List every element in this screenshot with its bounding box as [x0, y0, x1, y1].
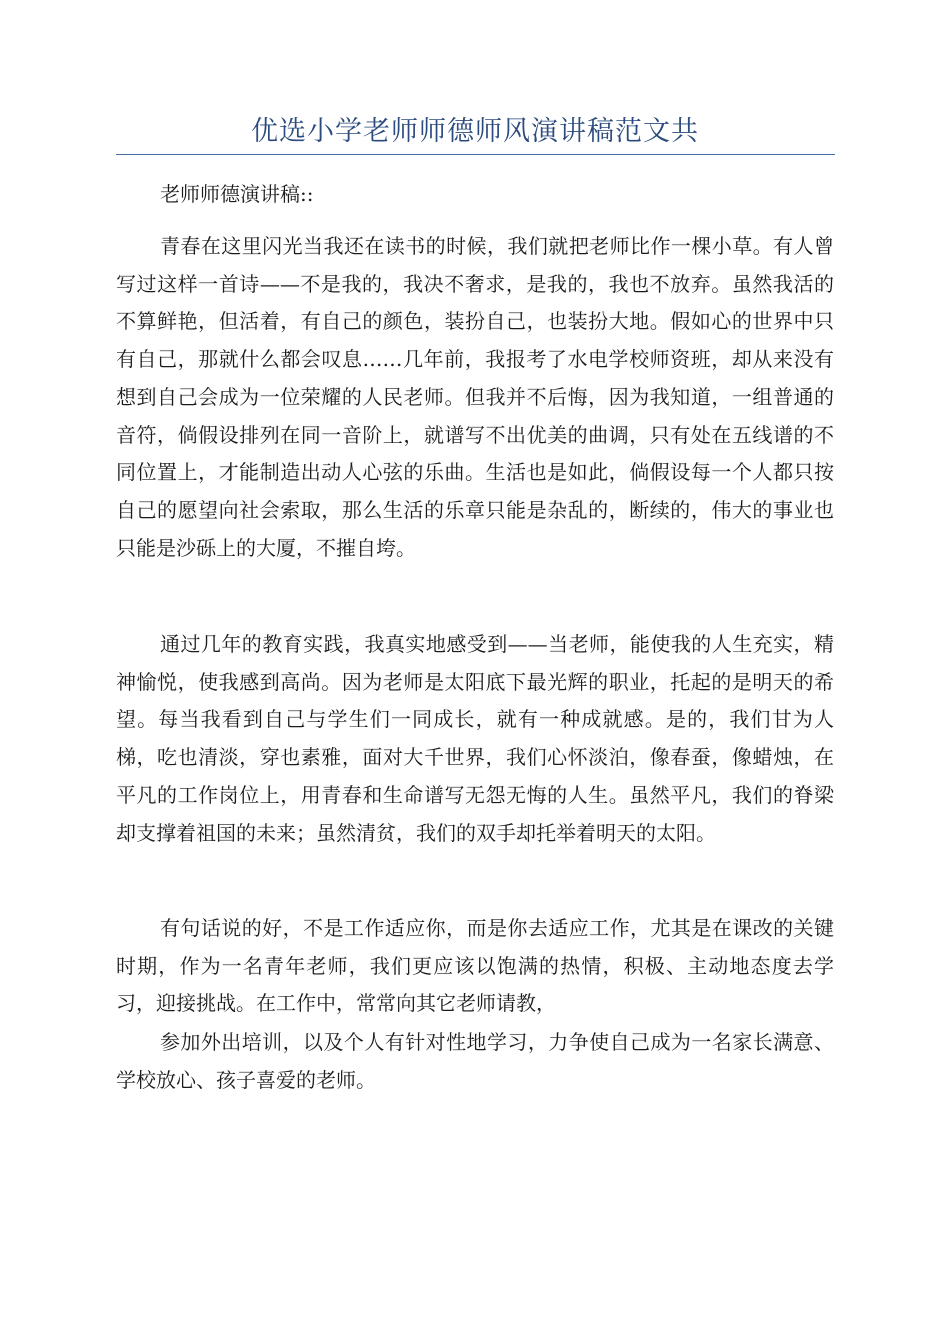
- paragraph-2: 通过几年的教育实践，我真实地感受到——当老师，能使我的人生充实，精神愉悦，使我感到高尚。因为老师是太阳底下最光辉的职业，托起的是明天的希望。每当我看到自己与学生们一同成长，就有一种成就感。是的，我们甘为人梯，吃也清淡，穿也素雅，面对大千世界，我们心怀淡泊，像春蚕，像蜡烛，在平凡的工作岗位上，用青春和生命谱写无怨无悔的人生。虽然平凡，我们的脊梁却支撑着祖国的未来；虽然清贫，我们的双手却托举着明天的太阳。: [116, 632, 834, 845]
- paragraph-3: 有句话说的好，不是工作适应你，而是你去适应工作，尤其是在课改的关键时期，作为一名青年老师，我们更应该以饱满的热情，积极、主动地态度去学习，迎接挑战。在工作中，常常向其它老师请教，: [116, 916, 834, 1016]
- document-title: 优选小学老师师德师风演讲稿范文共: [251, 116, 699, 147]
- greeting-line: 老师师德演讲稿::: [160, 182, 314, 206]
- paragraph-1: 青春在这里闪光当我还在读书的时候，我们就把老师比作一棵小草。有人曾写过这样一首诗——不是我的，我决不奢求，是我的，我也不放弃。虽然我活的不算鲜艳，但活着，有自己的颜色，装扮自己，也装扮大地。假如心的世界中只有自己，那就什么都会叹息……几年前，我报考了水电学校师资班，却从来没有想到自己会成为一位荣耀的人民老师。但我并不后悔，因为我知道，一组普通的音符，倘假设排列在同一音阶上，就谱写不出优美的曲调，只有处在五线谱的不同位置上，才能制造出动人心弦的乐曲。生活也是如此，倘假设每一个人都只按自己的愿望向社会索取，那么生活的乐章只能是杂乱的，断续的，伟大的事业也只能是沙砾上的大厦，不摧自垮。: [116, 234, 834, 560]
- title-underline: [116, 154, 835, 155]
- paragraph-4: 参加外出培训，以及个人有针对性地学习，力争使自己成为一名家长满意、学校放心、孩子喜爱的老师。: [116, 1030, 834, 1092]
